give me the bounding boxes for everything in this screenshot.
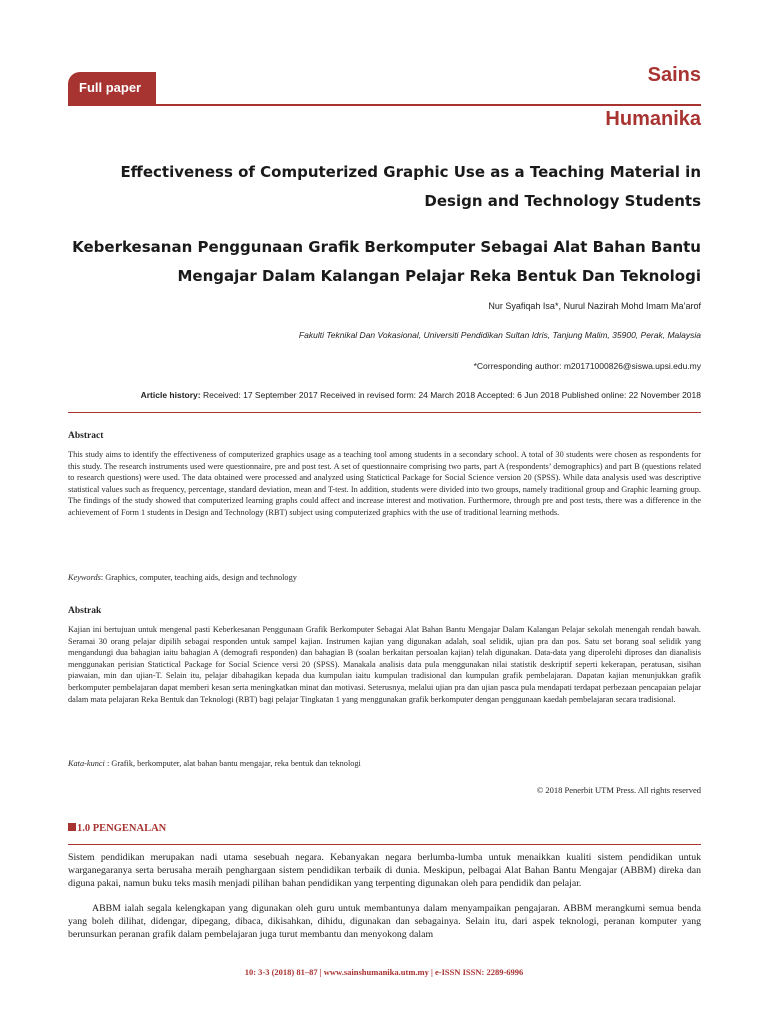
full-paper-badge: Full paper (68, 72, 156, 104)
intro-paragraph-1: Sistem pendidikan merupakan nadi utama sesebuah negara. Kebanyakan negara berlumba-lumba untuk menaikkan kualiti sistem pendidikan untuk warganegaranya serta berusaha meraih penghargaan sistem pendidikan terbaik di dunia. Meskipun, pelbagai Alat Bahan Bantu Mengajar (ABBM) direka dan diguna pakai, namun buku teks masih menjadi pilihan bahan pendidikan yang terpenting digunakan oleh para pendidik dan pelajar. (68, 852, 701, 889)
keywords-label: Keywords (68, 573, 101, 582)
abstract-heading: Abstract (68, 431, 104, 441)
footer-citation: 10: 3-3 (2018) 81–87 | www.sainshumanika.utm.my | e-ISSN ISSN: 2289-6996 (244, 967, 524, 977)
title-malay: Keberkesanan Penggunaan Grafik Berkomputer Sebagai Alat Bahan Bantu Mengajar Dalam Kalangan Pelajar Reka Bentuk Dan Teknologi (72, 238, 701, 285)
affiliation: Fakulti Teknikal Dan Vokasional, Universiti Pendidikan Sultan Idris, Tanjung Malim, 35900, Perak, Malaysia (298, 330, 701, 340)
copyright: © 2018 Penerbit UTM Press. All rights reserved (536, 785, 701, 795)
abstract-keywords (68, 572, 701, 584)
title-english: Effectiveness of Computerized Graphic Use as a Teaching Material in Design and Technology Students (120, 163, 701, 210)
corresponding-author: *Corresponding author: m20171000826@siswa.upsi.edu.my (473, 361, 701, 371)
divider-top (68, 412, 701, 413)
journal-brand-humanika: Humanika (605, 108, 701, 130)
article-history-label: Article history: (140, 390, 201, 400)
header-rule (68, 104, 701, 106)
intro-paragraph-2-text: ABBM ialah segala kelengkapan yang digunakan oleh guru untuk membantunya dalam menyampaikan pengajaran. ABBM merangkumi semua benda yang boleh dilihat, didengar, dipegang, dibaca, dikisahkan, dihidu, digunakan dan sebagainya. Selain itu, dari aspek teknologi, peranan komputer yang berunsurkan peranan grafik dalam pembelajaran juga turut membantu dan menyokong dalam (68, 903, 701, 940)
kata-kunci-text: : Grafik, berkomputer, alat bahan bantu mengajar, reka bentuk dan teknologi (104, 759, 361, 768)
abstrak-keywords (68, 758, 701, 770)
abstrak-heading: Abstrak (68, 606, 102, 616)
section-square-icon (68, 823, 76, 831)
divider-section (68, 844, 701, 845)
intro-paragraph-2 (68, 903, 701, 941)
keywords-text: : Graphics, computer, teaching aids, design and technology (100, 573, 297, 582)
kata-kunci-label: Kata-kunci (68, 759, 105, 768)
authors: Nur Syafiqah Isa*, Nurul Nazirah Mohd Imam Ma’arof (488, 301, 701, 311)
abstract-text: This study aims to identify the effectiveness of computerized graphics usage as a teaching tool among students in a secondary school. A total of 30 students were chosen as respondents for this study. The research instruments used were questionnaire, pre and post test. A set of questionnaire comprising two parts, part A (respondents’ demographics) and part B (questions related to research questions) were used. The data obtained were processed and analyzed using Statictical Package for Social Science version 20 (SPSS). While data analysis used was descriptive statistical values such as frequency, percentage, standard deviation, mean and T-test. In addition, students were divided into two groups, namely traditional group and Graphic learning group. The findings of the study showed that computerized learning graphs could affect and increase interest and motivation. Furthermore, through pre and post tests, there was a difference in the achievement of Form 1 students in Design and Technology (RBT) subject using computerized graphics with the use of traditional learning methods. (68, 450, 701, 517)
article-history (68, 390, 701, 400)
section-heading-pengenalan (68, 823, 166, 834)
journal-brand-sains: Sains (647, 64, 701, 86)
section-heading-text: 1.0 PENGENALAN (77, 823, 167, 834)
article-history-dates: Received: 17 September 2017 Received in revised form: 24 March 2018 Accepted: 6 Jun 2018 Published online: 22 November 2018 (200, 390, 701, 400)
abstrak-text: Kajian ini bertujuan untuk mengenal pasti Keberkesanan Penggunaan Grafik Berkomputer Sebagai Alat Bahan Bantu Mengajar Dalam Kalangan Pelajar sekolah menengah rendah bawah. Seramai 30 orang pelajar dipilih sebagai responden untuk sampel kajian. Instrumen kajian yang digunakan adalah, soal selidik, ujian pra dan pos. Satu set borang soal selidik yang mengandungi dua bahagian iaitu bahagian A (demografi responden) dan bahagian B (soalan berkaitan persoalan kajian) telah digunakan. Data-data yang diperolehi diproses dan dianalisis menggunakan perisian Statictical Package for Social Science versi 20 (SPSS). Manakala analisis data pula menggunakan nilai statistik deskriptif seperti kekerapan, peratusan, sisihan piawaian, min dan ujian-T. Selain itu, pelajar dibahagikan kepada dua kumpulan iaitu kumpulan tradisional dan kumpulan grafik pembelajaran. Dapatan kajian menunjukkan grafik berkomputer pembelajaran dapat memberi kesan serta meningkatkan minat dan motivasi. Seterusnya, melalui ujian pra dan ujian pasca pula mendapati terdapat perbezaan pencapaian pelajar dalam mata pelajaran Reka Bentuk dan Teknologi (RBT) bagi pelajar Tingkatan 1 yang menggunakan grafik berkomputer dengan penggunaan kaedah pembelajaran secara tradisional. (68, 625, 701, 704)
